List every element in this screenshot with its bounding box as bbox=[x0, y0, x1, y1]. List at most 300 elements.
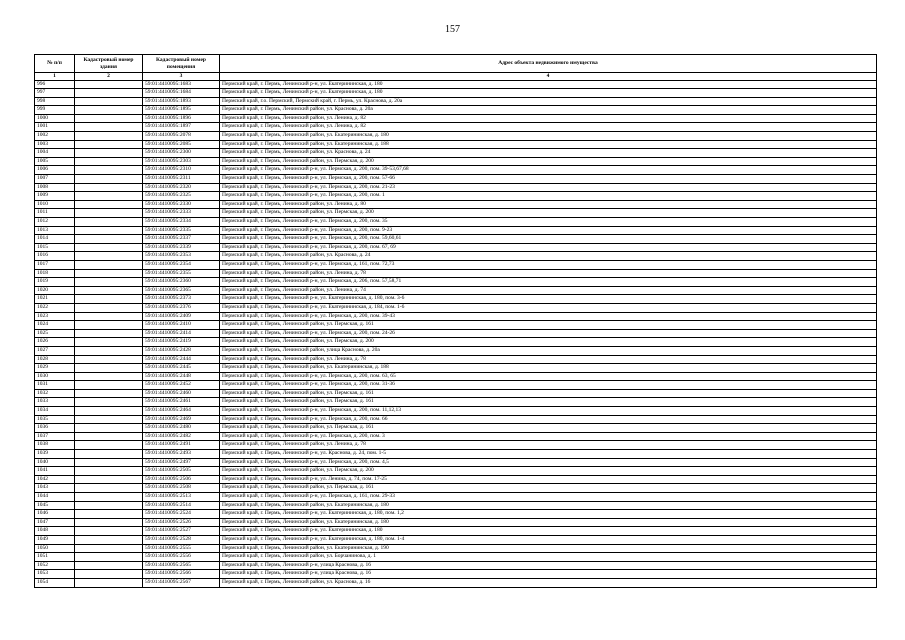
header-col-number-3: 3 bbox=[143, 73, 220, 81]
row-number: 997 bbox=[35, 89, 75, 98]
row-number: 1025 bbox=[35, 329, 75, 338]
table-row bbox=[35, 209, 877, 218]
property-address: Пермский край, г. Пермь, Ленинский район, ул. Краснова, д. 24 bbox=[220, 149, 877, 158]
table-row bbox=[35, 510, 877, 519]
table-row bbox=[35, 140, 877, 149]
table-row bbox=[35, 183, 877, 192]
property-address: Пермский край, г. Пермь, Ленинский район, ул. Пермская, д. 200 bbox=[220, 209, 877, 218]
building-cadastral-number bbox=[75, 303, 143, 312]
page-number: 157 bbox=[445, 24, 460, 35]
row-number: 1032 bbox=[35, 389, 75, 398]
row-number: 1047 bbox=[35, 518, 75, 527]
premises-cadastral-number: 59:01:4410095:2508 bbox=[143, 484, 220, 493]
table-row bbox=[35, 561, 877, 570]
building-cadastral-number bbox=[75, 355, 143, 364]
table-row bbox=[35, 260, 877, 269]
property-address: Пермский край, г. Пермь, Ленинский район, ул. Пермская, д. 161 bbox=[220, 398, 877, 407]
table-row bbox=[35, 132, 877, 141]
property-address: Пермский край, г. Пермь, Ленинский р-н, ул. Пермская, д. 200, пом. 1 bbox=[220, 192, 877, 201]
building-cadastral-number bbox=[75, 389, 143, 398]
row-number: 1052 bbox=[35, 561, 75, 570]
property-address: Пермский край, г. Пермь, Ленинский район, ул. Екатерининская, д. 180 bbox=[220, 501, 877, 510]
building-cadastral-number bbox=[75, 432, 143, 441]
premises-cadastral-number: 59:01:4410095:2365 bbox=[143, 286, 220, 295]
premises-cadastral-number: 59:01:4410095:2493 bbox=[143, 450, 220, 459]
row-number: 1033 bbox=[35, 398, 75, 407]
building-cadastral-number bbox=[75, 166, 143, 175]
building-cadastral-number bbox=[75, 467, 143, 476]
property-address: Пермский край, г. Пермь, Ленинский р-н, ул. Пермская, д. 200, пом. 57-66 bbox=[220, 175, 877, 184]
premises-cadastral-number: 59:01:4410095:2334 bbox=[143, 218, 220, 227]
table-row bbox=[35, 501, 877, 510]
header-address: Адрес объекта недвижимого имущества bbox=[220, 55, 877, 73]
table-row bbox=[35, 243, 877, 252]
row-number: 1008 bbox=[35, 183, 75, 192]
premises-cadastral-number: 59:01:4410095:2300 bbox=[143, 149, 220, 158]
premises-cadastral-number: 59:01:4410095:2556 bbox=[143, 553, 220, 562]
property-address: Пермский край, г. Пермь, Ленинский р-н, улица Краснова, д. 16 bbox=[220, 561, 877, 570]
row-number: 1037 bbox=[35, 432, 75, 441]
building-cadastral-number bbox=[75, 312, 143, 321]
table-row bbox=[35, 80, 877, 89]
property-address: Пермский край, г. Пермь, Ленинский район, ул. Ленина, д. 82 bbox=[220, 114, 877, 123]
property-address: Пермский край, г. Пермь, Ленинский район, ул. Ленина, д. 78 bbox=[220, 269, 877, 278]
row-number: 1027 bbox=[35, 346, 75, 355]
building-cadastral-number bbox=[75, 252, 143, 261]
row-number: 1007 bbox=[35, 175, 75, 184]
premises-cadastral-number: 59:01:4410095:2355 bbox=[143, 269, 220, 278]
row-number: 1017 bbox=[35, 260, 75, 269]
table-row bbox=[35, 218, 877, 227]
header-col-number-1: 1 bbox=[35, 73, 75, 81]
property-address: Пермский край, г. Пермь, Ленинский р-н, ул. Краснова, д. 24, пом. 1-5 bbox=[220, 450, 877, 459]
property-address: Пермский край, г. Пермь, Ленинский р-н, ул. Пермская, д. 200, пом. 31-36 bbox=[220, 381, 877, 390]
building-cadastral-number bbox=[75, 364, 143, 373]
table-row bbox=[35, 355, 877, 364]
row-number: 1022 bbox=[35, 303, 75, 312]
property-address: Пермский край, г. Пермь, Ленинский район, ул. Ленина, д. 74 bbox=[220, 286, 877, 295]
table-row bbox=[35, 97, 877, 106]
table-row bbox=[35, 166, 877, 175]
premises-cadastral-number: 59:01:4410095:2514 bbox=[143, 501, 220, 510]
premises-cadastral-number: 59:01:4410095:2311 bbox=[143, 175, 220, 184]
row-number: 1002 bbox=[35, 132, 75, 141]
row-number: 1023 bbox=[35, 312, 75, 321]
building-cadastral-number bbox=[75, 106, 143, 115]
property-address: Пермский край, г. Пермь, Ленинский р-н, ул. Пермская, д. 200, пом. 59,60,61 bbox=[220, 235, 877, 244]
building-cadastral-number bbox=[75, 407, 143, 416]
premises-cadastral-number: 59:01:4410095:1683 bbox=[143, 80, 220, 89]
property-address: Пермский край, г. Пермь, Ленинский р-н, ул. Пермская, д. 200, пом. 66 bbox=[220, 415, 877, 424]
header-building-cadastral: Кадастровый номер здания bbox=[75, 55, 143, 73]
table-row bbox=[35, 235, 877, 244]
building-cadastral-number bbox=[75, 561, 143, 570]
building-cadastral-number bbox=[75, 338, 143, 347]
premises-cadastral-number: 59:01:4410095:2428 bbox=[143, 346, 220, 355]
row-number: 1020 bbox=[35, 286, 75, 295]
row-number: 998 bbox=[35, 97, 75, 106]
property-address: Пермский край, г.о. Пермский, Пермский край, г. Пермь, ул. Краснова, д. 20а bbox=[220, 97, 877, 106]
table-row bbox=[35, 527, 877, 536]
building-cadastral-number bbox=[75, 89, 143, 98]
row-number: 1049 bbox=[35, 535, 75, 544]
premises-cadastral-number: 59:01:4410095:2497 bbox=[143, 458, 220, 467]
property-address: Пермский край, г. Пермь, Ленинский р-н, ул. Пермская, д. 200, пом. 21-23 bbox=[220, 183, 877, 192]
building-cadastral-number bbox=[75, 570, 143, 579]
property-address: Пермский край, г. Пермь, Ленинский р-н, ул. Пермская, д. 200, пом. 4,5 bbox=[220, 458, 877, 467]
property-address: Пермский край, г. Пермь, Ленинский р-н, ул. Пермская, д. 200, пом. 39-53,67,68 bbox=[220, 166, 877, 175]
row-number: 1039 bbox=[35, 450, 75, 459]
table-row bbox=[35, 475, 877, 484]
table-row bbox=[35, 192, 877, 201]
premises-cadastral-number: 59:01:4410095:2085 bbox=[143, 140, 220, 149]
premises-cadastral-number: 59:01:4410095:2461 bbox=[143, 398, 220, 407]
row-number: 1005 bbox=[35, 157, 75, 166]
premises-cadastral-number: 59:01:4410095:2419 bbox=[143, 338, 220, 347]
property-address: Пермский край, г. Пермь, Ленинский р-н, ул. Пермская, д. 200, пом. 39-43 bbox=[220, 312, 877, 321]
premises-cadastral-number: 59:01:4410095:2354 bbox=[143, 260, 220, 269]
premises-cadastral-number: 59:01:4410095:1893 bbox=[143, 97, 220, 106]
table-row bbox=[35, 389, 877, 398]
premises-cadastral-number: 59:01:4410095:2444 bbox=[143, 355, 220, 364]
property-registry-table bbox=[34, 54, 877, 588]
building-cadastral-number bbox=[75, 295, 143, 304]
row-number: 1003 bbox=[35, 140, 75, 149]
property-address: Пермский край, г. Пермь, Ленинский район, ул. Борчанинова, д. 1 bbox=[220, 553, 877, 562]
table-row bbox=[35, 381, 877, 390]
premises-cadastral-number: 59:01:4410095:1684 bbox=[143, 89, 220, 98]
property-address: Пермский край, г. Пермь, Ленинский район, ул. Пермская, д. 161 bbox=[220, 424, 877, 433]
header-premises-cadastral: Кадастровый номер помещения bbox=[143, 55, 220, 73]
premises-cadastral-number: 59:01:4410095:2506 bbox=[143, 475, 220, 484]
property-address: Пермский край, г. Пермь, Ленинский район, ул. Екатерининская, д. 188 bbox=[220, 140, 877, 149]
building-cadastral-number bbox=[75, 140, 143, 149]
row-number: 1043 bbox=[35, 484, 75, 493]
building-cadastral-number bbox=[75, 192, 143, 201]
property-address: Пермский край, г. Пермь, Ленинский р-н, ул. Пермская, д. 200, пом. 35 bbox=[220, 218, 877, 227]
property-address: Пермский край, г. Пермь, Ленинский р-н, ул. Екатерининская, д. 180, пом. 3-6 bbox=[220, 295, 877, 304]
row-number: 1013 bbox=[35, 226, 75, 235]
premises-cadastral-number: 59:01:4410095:2409 bbox=[143, 312, 220, 321]
table-row bbox=[35, 535, 877, 544]
row-number: 1009 bbox=[35, 192, 75, 201]
table-row bbox=[35, 424, 877, 433]
premises-cadastral-number: 59:01:4410095:2330 bbox=[143, 200, 220, 209]
premises-cadastral-number: 59:01:4410095:2445 bbox=[143, 364, 220, 373]
building-cadastral-number bbox=[75, 260, 143, 269]
row-number: 1029 bbox=[35, 364, 75, 373]
building-cadastral-number bbox=[75, 398, 143, 407]
building-cadastral-number bbox=[75, 518, 143, 527]
table-row bbox=[35, 458, 877, 467]
table-row bbox=[35, 484, 877, 493]
premises-cadastral-number: 59:01:4410095:2528 bbox=[143, 535, 220, 544]
table-row bbox=[35, 570, 877, 579]
header-row bbox=[35, 55, 877, 73]
property-address: Пермский край, г. Пермь, Ленинский р-н, ул. Пермская, д. 206, пом. 57,58,71 bbox=[220, 278, 877, 287]
property-address: Пермский край, г. Пермь, Ленинский р-н, ул. Ленина, д. 74, пом. 17-25 bbox=[220, 475, 877, 484]
property-address: Пермский край, г. Пермь, Ленинский р-н, ул. Екатерининская, д. 180 bbox=[220, 527, 877, 536]
premises-cadastral-number: 59:01:4410095:2469 bbox=[143, 415, 220, 424]
table-row bbox=[35, 346, 877, 355]
row-number: 1035 bbox=[35, 415, 75, 424]
table-body bbox=[35, 80, 877, 587]
row-number: 1028 bbox=[35, 355, 75, 364]
table-row bbox=[35, 553, 877, 562]
table-row bbox=[35, 329, 877, 338]
property-address: Пермский край, г. Пермь, Ленинский р-н, ул. Пермская, д. 161, пом. 72,73 bbox=[220, 260, 877, 269]
building-cadastral-number bbox=[75, 346, 143, 355]
header-num: № п/п bbox=[35, 55, 75, 73]
premises-cadastral-number: 59:01:4410095:2527 bbox=[143, 527, 220, 536]
row-number: 1001 bbox=[35, 123, 75, 132]
premises-cadastral-number: 59:01:4410095:2325 bbox=[143, 192, 220, 201]
property-address: Пермский край, г. Пермь, Ленинский р-н, ул. Екатерининская, д. 180, пом. 1,2 bbox=[220, 510, 877, 519]
table-row bbox=[35, 415, 877, 424]
premises-cadastral-number: 59:01:4410095:2335 bbox=[143, 226, 220, 235]
header-number-row bbox=[35, 73, 877, 81]
property-address: Пермский край, г. Пермь, Ленинский район, ул. Ленина, д. 78 bbox=[220, 441, 877, 450]
property-address: Пермский край, г. Пермь, Ленинский район, ул. Пермская, д. 161 bbox=[220, 484, 877, 493]
premises-cadastral-number: 59:01:4410095:2353 bbox=[143, 252, 220, 261]
premises-cadastral-number: 59:01:4410095:2513 bbox=[143, 493, 220, 502]
property-address: Пермский край, г. Пермь, Ленинский район, ул. Пермская, д. 200 bbox=[220, 157, 877, 166]
row-number: 1053 bbox=[35, 570, 75, 579]
building-cadastral-number bbox=[75, 200, 143, 209]
property-address: Пермский край, г. Пермь, Ленинский р-н, ул. Екатерининская, д. 180, пом. 1-4 bbox=[220, 535, 877, 544]
row-number: 1016 bbox=[35, 252, 75, 261]
premises-cadastral-number: 59:01:4410095:2337 bbox=[143, 235, 220, 244]
building-cadastral-number bbox=[75, 114, 143, 123]
row-number: 1036 bbox=[35, 424, 75, 433]
building-cadastral-number bbox=[75, 97, 143, 106]
building-cadastral-number bbox=[75, 80, 143, 89]
table-row bbox=[35, 106, 877, 115]
premises-cadastral-number: 59:01:4410095:2303 bbox=[143, 157, 220, 166]
row-number: 1031 bbox=[35, 381, 75, 390]
building-cadastral-number bbox=[75, 484, 143, 493]
premises-cadastral-number: 59:01:4410095:2410 bbox=[143, 321, 220, 330]
building-cadastral-number bbox=[75, 415, 143, 424]
premises-cadastral-number: 59:01:4410095:2310 bbox=[143, 166, 220, 175]
premises-cadastral-number: 59:01:4410095:2414 bbox=[143, 329, 220, 338]
property-address: Пермский край, г. Пермь, Ленинский р-н, ул. Пермская, д. 200, пом. 9-23 bbox=[220, 226, 877, 235]
building-cadastral-number bbox=[75, 226, 143, 235]
property-address: Пермский край, г. Пермь, Ленинский район, ул. Пермская, д. 200 bbox=[220, 338, 877, 347]
row-number: 1050 bbox=[35, 544, 75, 553]
building-cadastral-number bbox=[75, 493, 143, 502]
premises-cadastral-number: 59:01:4410095:2464 bbox=[143, 407, 220, 416]
building-cadastral-number bbox=[75, 218, 143, 227]
table-row bbox=[35, 157, 877, 166]
table-row bbox=[35, 518, 877, 527]
row-number: 1051 bbox=[35, 553, 75, 562]
property-address: Пермский край, г. Пермь, Ленинский р-н, ул. Пермская, д. 200, пом. 63, 65 bbox=[220, 372, 877, 381]
premises-cadastral-number: 59:01:4410095:2448 bbox=[143, 372, 220, 381]
premises-cadastral-number: 59:01:4410095:2567 bbox=[143, 578, 220, 587]
building-cadastral-number bbox=[75, 578, 143, 587]
table-row bbox=[35, 432, 877, 441]
row-number: 1044 bbox=[35, 493, 75, 502]
table-row bbox=[35, 200, 877, 209]
row-number: 1041 bbox=[35, 467, 75, 476]
building-cadastral-number bbox=[75, 372, 143, 381]
premises-cadastral-number: 59:01:4410095:1896 bbox=[143, 114, 220, 123]
premises-cadastral-number: 59:01:4410095:1897 bbox=[143, 123, 220, 132]
property-address: Пермский край, г. Пермь, Ленинский район, ул. Краснова, д. 24 bbox=[220, 252, 877, 261]
property-address: Пермский край, г. Пермь, Ленинский район, ул. Ленина, д. 78 bbox=[220, 355, 877, 364]
premises-cadastral-number: 59:01:4410095:2320 bbox=[143, 183, 220, 192]
table-row bbox=[35, 450, 877, 459]
row-number: 1042 bbox=[35, 475, 75, 484]
row-number: 1015 bbox=[35, 243, 75, 252]
premises-cadastral-number: 59:01:4410095:2460 bbox=[143, 389, 220, 398]
table-row bbox=[35, 441, 877, 450]
table-row bbox=[35, 398, 877, 407]
property-address: Пермский край, г. Пермь, Ленинский район, ул. Краснова, д. 20а bbox=[220, 106, 877, 115]
premises-cadastral-number: 59:01:4410095:2373 bbox=[143, 295, 220, 304]
building-cadastral-number bbox=[75, 278, 143, 287]
building-cadastral-number bbox=[75, 553, 143, 562]
building-cadastral-number bbox=[75, 123, 143, 132]
premises-cadastral-number: 59:01:4410095:2505 bbox=[143, 467, 220, 476]
table-row bbox=[35, 364, 877, 373]
table-row bbox=[35, 544, 877, 553]
table-row bbox=[35, 295, 877, 304]
property-address: Пермский край, г. Пермь, Ленинский район, ул. Пермская, д. 200 bbox=[220, 467, 877, 476]
premises-cadastral-number: 59:01:4410095:2360 bbox=[143, 278, 220, 287]
row-number: 1045 bbox=[35, 501, 75, 510]
table-row bbox=[35, 278, 877, 287]
row-number: 1010 bbox=[35, 200, 75, 209]
table-row bbox=[35, 226, 877, 235]
property-address: Пермский край, г. Пермь, Ленинский р-н, ул. Пермская, д. 200, пом. 11,12,13 bbox=[220, 407, 877, 416]
table-row bbox=[35, 321, 877, 330]
row-number: 1014 bbox=[35, 235, 75, 244]
row-number: 1006 bbox=[35, 166, 75, 175]
table-row bbox=[35, 89, 877, 98]
building-cadastral-number bbox=[75, 424, 143, 433]
building-cadastral-number bbox=[75, 510, 143, 519]
table-row bbox=[35, 286, 877, 295]
table-row bbox=[35, 312, 877, 321]
row-number: 1019 bbox=[35, 278, 75, 287]
premises-cadastral-number: 59:01:4410095:2482 bbox=[143, 432, 220, 441]
row-number: 1012 bbox=[35, 218, 75, 227]
row-number: 1046 bbox=[35, 510, 75, 519]
property-address: Пермский край, г. Пермь, Ленинский р-н, ул. Пермская, д. 200, пом. 3 bbox=[220, 432, 877, 441]
premises-cadastral-number: 59:01:4410095:2452 bbox=[143, 381, 220, 390]
property-address: Пермский край, г. Пермь, Ленинский р-н, ул. Екатерининская, д. 180 bbox=[220, 80, 877, 89]
row-number: 1018 bbox=[35, 269, 75, 278]
property-address: Пермский край, г. Пермь, Ленинский район, ул. Краснова, д. 16 bbox=[220, 578, 877, 587]
building-cadastral-number bbox=[75, 157, 143, 166]
row-number: 1034 bbox=[35, 407, 75, 416]
table-row bbox=[35, 175, 877, 184]
premises-cadastral-number: 59:01:4410095:2524 bbox=[143, 510, 220, 519]
property-address: Пермский край, г. Пермь, Ленинский район, ул. Екатерининская, д. 190 bbox=[220, 544, 877, 553]
building-cadastral-number bbox=[75, 243, 143, 252]
property-address: Пермский край, г. Пермь, Ленинский р-н, ул. Екатерининская, д. 184, пом. 1-6 bbox=[220, 303, 877, 312]
building-cadastral-number bbox=[75, 544, 143, 553]
row-number: 1040 bbox=[35, 458, 75, 467]
property-address: Пермский край, г. Пермь, Ленинский район, ул. Екатерининская, д. 180 bbox=[220, 518, 877, 527]
table-row bbox=[35, 407, 877, 416]
building-cadastral-number bbox=[75, 475, 143, 484]
property-address: Пермский край, г. Пермь, Ленинский р-н, ул. Пермская, д. 161, пом. 29-33 bbox=[220, 493, 877, 502]
building-cadastral-number bbox=[75, 321, 143, 330]
row-number: 1048 bbox=[35, 527, 75, 536]
property-address: Пермский край, г. Пермь, Ленинский район, улица Краснова, д. 20а bbox=[220, 346, 877, 355]
table-row bbox=[35, 114, 877, 123]
table-row bbox=[35, 467, 877, 476]
table-row bbox=[35, 303, 877, 312]
property-address: Пермский край, г. Пермь, Ленинский район, ул. Екатерининская, д. 188 bbox=[220, 364, 877, 373]
building-cadastral-number bbox=[75, 527, 143, 536]
building-cadastral-number bbox=[75, 209, 143, 218]
row-number: 1038 bbox=[35, 441, 75, 450]
table-row bbox=[35, 123, 877, 132]
row-number: 1054 bbox=[35, 578, 75, 587]
building-cadastral-number bbox=[75, 450, 143, 459]
property-address: Пермский край, г. Пермь, Ленинский район, ул. Ленина, д. 82 bbox=[220, 123, 877, 132]
row-number: 1021 bbox=[35, 295, 75, 304]
header-col-number-2: 2 bbox=[75, 73, 143, 81]
table-row bbox=[35, 372, 877, 381]
building-cadastral-number bbox=[75, 286, 143, 295]
premises-cadastral-number: 59:01:4410095:1895 bbox=[143, 106, 220, 115]
premises-cadastral-number: 59:01:4410095:2555 bbox=[143, 544, 220, 553]
table-row bbox=[35, 493, 877, 502]
premises-cadastral-number: 59:01:4410095:2078 bbox=[143, 132, 220, 141]
table-row bbox=[35, 149, 877, 158]
header-col-number-4: 4 bbox=[220, 73, 877, 81]
premises-cadastral-number: 59:01:4410095:2566 bbox=[143, 570, 220, 579]
premises-cadastral-number: 59:01:4410095:2491 bbox=[143, 441, 220, 450]
property-address: Пермский край, г. Пермь, Ленинский р-н, ул. Екатерининская, д. 180 bbox=[220, 89, 877, 98]
table-header bbox=[35, 55, 877, 81]
table-row bbox=[35, 269, 877, 278]
building-cadastral-number bbox=[75, 235, 143, 244]
building-cadastral-number bbox=[75, 329, 143, 338]
building-cadastral-number bbox=[75, 175, 143, 184]
property-address: Пермский край, г. Пермь, Ленинский район, ул. Пермская, д. 161 bbox=[220, 321, 877, 330]
premises-cadastral-number: 59:01:4410095:2526 bbox=[143, 518, 220, 527]
premises-cadastral-number: 59:01:4410095:2565 bbox=[143, 561, 220, 570]
property-address: Пермский край, г. Пермь, Ленинский р-н, улица Краснова, д. 16 bbox=[220, 570, 877, 579]
premises-cadastral-number: 59:01:4410095:2376 bbox=[143, 303, 220, 312]
property-address: Пермский край, г. Пермь, Ленинский район, ул. Екатерининская, д. 180 bbox=[220, 132, 877, 141]
property-address: Пермский край, г. Пермь, Ленинский район, ул. Пермская, д. 161 bbox=[220, 389, 877, 398]
building-cadastral-number bbox=[75, 501, 143, 510]
premises-cadastral-number: 59:01:4410095:2333 bbox=[143, 209, 220, 218]
table-row bbox=[35, 252, 877, 261]
property-address: Пермский край, г. Пермь, Ленинский р-н, ул. Пермская, д. 200, пом. 24-26 bbox=[220, 329, 877, 338]
premises-cadastral-number: 59:01:4410095:2480 bbox=[143, 424, 220, 433]
row-number: 1024 bbox=[35, 321, 75, 330]
row-number: 996 bbox=[35, 80, 75, 89]
building-cadastral-number bbox=[75, 381, 143, 390]
row-number: 1011 bbox=[35, 209, 75, 218]
property-address: Пермский край, г. Пермь, Ленинский р-н, ул. Пермская, д. 200, пом. 67, 69 bbox=[220, 243, 877, 252]
building-cadastral-number bbox=[75, 183, 143, 192]
table-row bbox=[35, 578, 877, 587]
building-cadastral-number bbox=[75, 132, 143, 141]
row-number: 1000 bbox=[35, 114, 75, 123]
building-cadastral-number bbox=[75, 269, 143, 278]
row-number: 1026 bbox=[35, 338, 75, 347]
row-number: 999 bbox=[35, 106, 75, 115]
